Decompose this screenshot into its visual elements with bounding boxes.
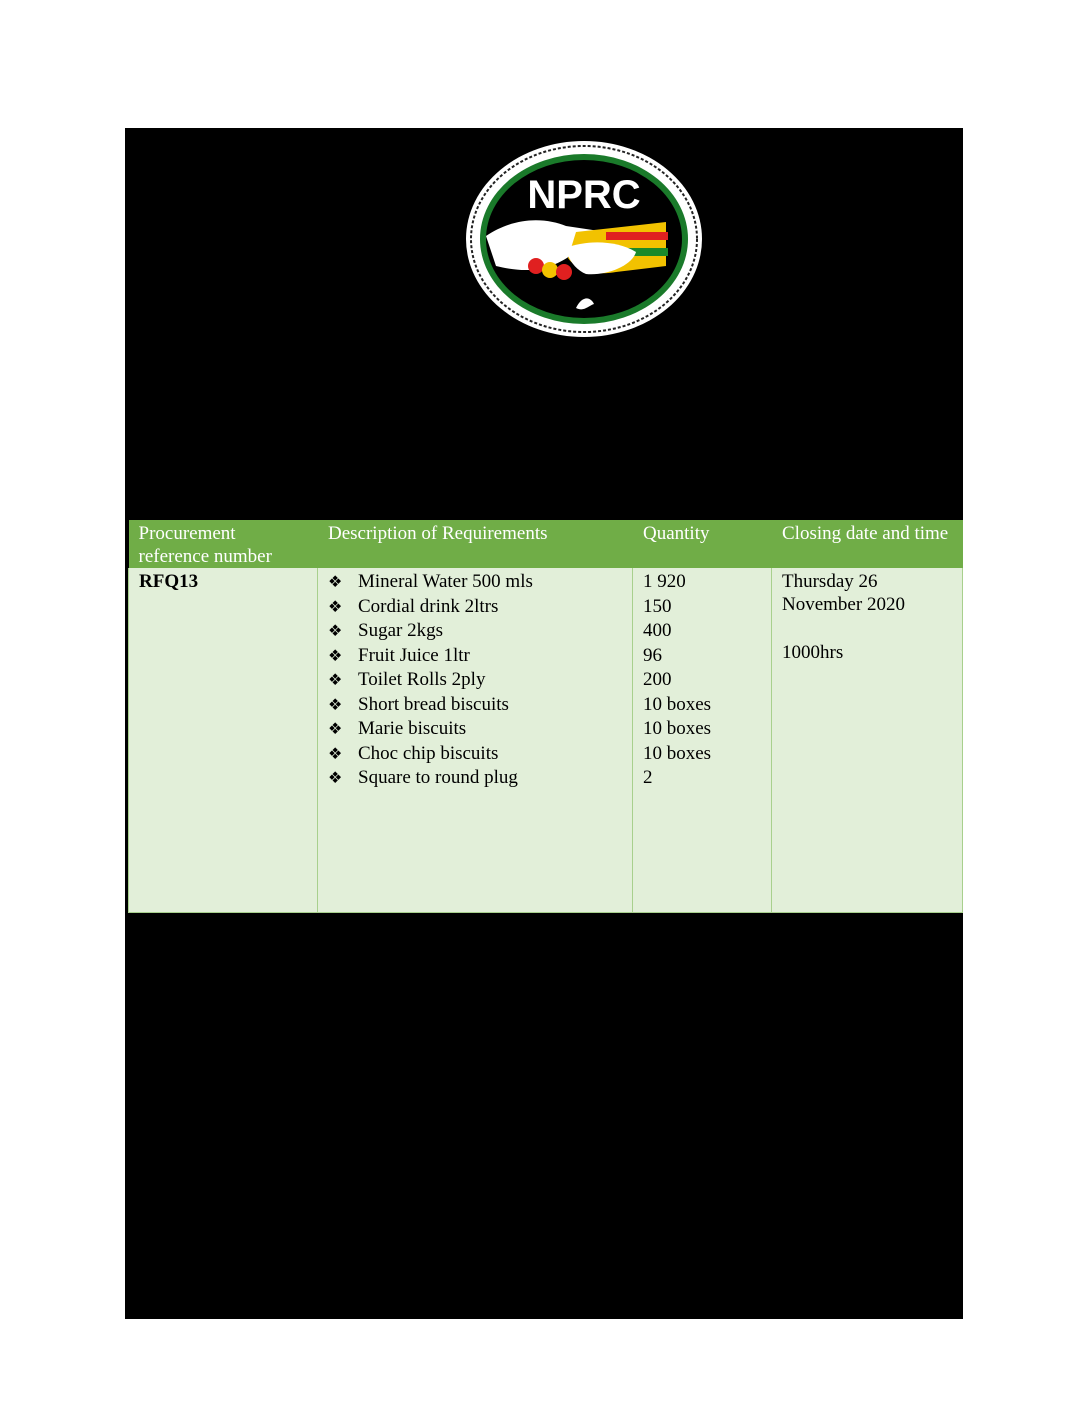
table-header-row [129, 520, 963, 568]
cell-ref [129, 568, 318, 913]
item-description: Short bread biscuits [358, 693, 509, 715]
item-description: Square to round plug [358, 767, 518, 788]
diamond-bullet-icon: ❖ [328, 572, 343, 591]
quantity-value: 1 920 [643, 571, 686, 592]
quantity-value: 2 [643, 767, 653, 788]
diamond-bullet-icon: ❖ [328, 743, 343, 763]
diamond-bullet-icon: ❖ [328, 768, 343, 787]
closing-date-line1: Thursday 26 [782, 571, 878, 592]
closing-date-line2: November 2020 [782, 594, 905, 615]
cell-quantity [633, 568, 772, 913]
header-quantity: Quantity [633, 520, 772, 568]
list-item [328, 766, 622, 791]
table-row [129, 568, 963, 913]
document-page [125, 128, 963, 1319]
quantity-list [643, 570, 761, 791]
diamond-bullet-icon: ❖ [328, 694, 343, 714]
nprc-logo-icon [456, 136, 712, 342]
ref-value: RFQ13 [139, 571, 199, 592]
header-description: Description of Requirements [318, 520, 633, 568]
requirements-list [328, 570, 622, 791]
diamond-bullet-icon: ❖ [328, 719, 343, 738]
quantity-value: 400 [643, 620, 672, 641]
list-item [328, 668, 622, 693]
item-description: Cordial drink 2ltrs [358, 595, 499, 617]
item-description: Marie biscuits [358, 718, 467, 739]
header-closing: Closing date and time [772, 520, 963, 568]
item-description: Mineral Water 500 mls [358, 571, 533, 592]
diamond-bullet-icon: ❖ [328, 645, 343, 665]
cell-description [318, 568, 633, 913]
list-item [328, 742, 622, 767]
quantity-value: 10 boxes [643, 693, 712, 715]
quantity-value: 10 boxes [643, 742, 712, 764]
diamond-bullet-icon: ❖ [328, 596, 343, 616]
logo-wordmark: NPRC [527, 173, 641, 217]
item-description: Sugar 2kgs [358, 620, 443, 641]
diamond-bullet-icon: ❖ [328, 670, 343, 689]
list-item [328, 693, 622, 718]
cell-closing [772, 568, 963, 913]
quantity-value: 150 [643, 595, 672, 617]
list-item [328, 619, 622, 644]
list-item [328, 644, 622, 669]
closing-time: 1000hrs [782, 641, 844, 663]
list-item [328, 595, 622, 620]
quantity-value: 200 [643, 669, 672, 690]
nprc-logo [456, 136, 712, 342]
quantity-value: 96 [643, 644, 662, 666]
item-description: Fruit Juice 1ltr [358, 644, 470, 666]
rfq-table [128, 520, 963, 913]
list-item [328, 717, 622, 742]
item-description: Choc chip biscuits [358, 742, 499, 764]
list-item [328, 570, 622, 595]
diamond-bullet-icon: ❖ [328, 621, 343, 640]
quantity-value: 10 boxes [643, 718, 712, 739]
header-ref: Procurement reference number [129, 520, 318, 568]
item-description: Toilet Rolls 2ply [358, 669, 486, 690]
